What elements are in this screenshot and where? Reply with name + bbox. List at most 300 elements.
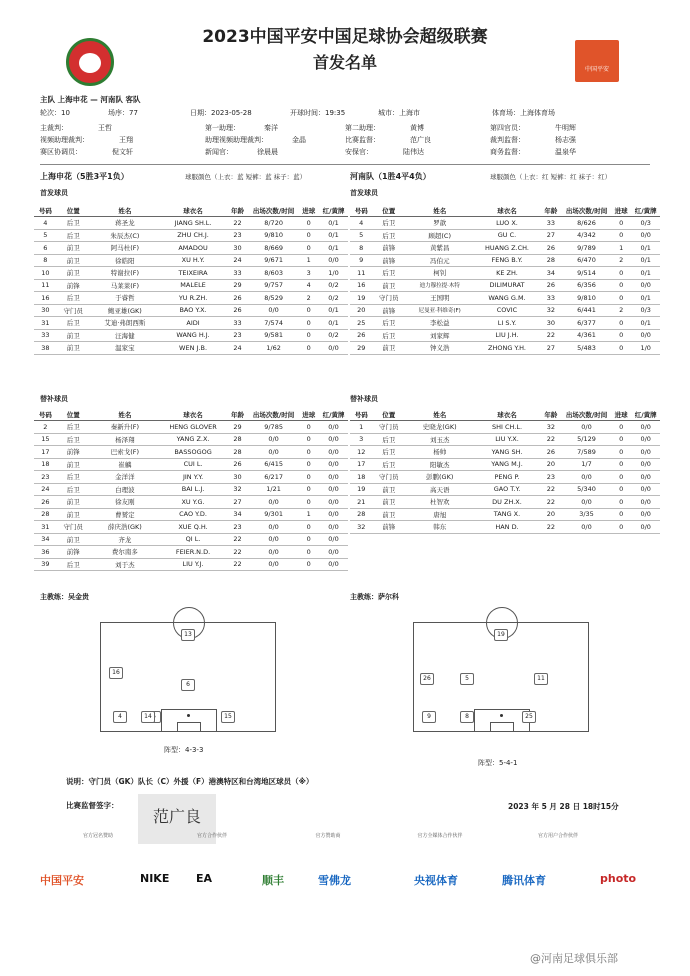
table-cell: SHI CH.L. <box>491 422 523 431</box>
table-cell: 前卫 <box>66 244 80 253</box>
table-cell: HUANG Z.CH. <box>485 243 529 252</box>
table-cell: 30 <box>233 472 242 481</box>
table-row <box>350 342 660 355</box>
signature-image: 范广良 <box>138 794 216 844</box>
table-cell: 0/2 <box>328 331 339 340</box>
table-cell: 0/3 <box>640 306 651 315</box>
table-cell: 1 <box>619 243 624 252</box>
table-cell: 2 <box>619 256 624 265</box>
table-cell: 16 <box>357 281 366 290</box>
table-cell: AIDI <box>186 318 200 327</box>
table-cell: 1/21 <box>266 485 281 494</box>
table-cell: 徐友刚 <box>115 498 135 507</box>
official-name: 范广良 <box>410 136 431 144</box>
table-cell: 前卫 <box>66 256 80 265</box>
table-cell: YANG SH. <box>491 447 523 456</box>
table-cell: 马莱莱(F) <box>110 281 140 290</box>
sponsor-title: 官方冠名赞助 <box>82 833 113 839</box>
table-row <box>350 471 660 484</box>
official-entry <box>40 123 112 133</box>
table-cell: 20 <box>546 510 555 519</box>
table-cell: 杨泽翔 <box>115 435 135 444</box>
table-cell: 0 <box>306 343 311 352</box>
table-cell: 守门员 <box>63 306 83 315</box>
table-header-row <box>34 408 348 421</box>
table-cell: 33 <box>41 331 50 340</box>
table-row <box>350 483 660 496</box>
table-cell: 0/0 <box>328 560 339 569</box>
column-header: 年龄 <box>226 408 249 421</box>
table-cell: 9/810 <box>577 293 596 302</box>
official-name: 倪文轩 <box>112 148 133 156</box>
table-row <box>34 342 348 355</box>
penalty-spot <box>187 714 190 717</box>
table-cell: 0/0 <box>268 306 279 315</box>
table-cell: 28 <box>41 510 50 519</box>
column-header: 出场次数/时间 <box>562 204 611 217</box>
table-row <box>34 329 348 342</box>
table-cell: 前锋 <box>382 306 396 315</box>
table-cell: 高天语 <box>429 485 450 494</box>
table-cell: 0 <box>306 472 311 481</box>
table-cell: 前卫 <box>66 510 80 519</box>
column-header: 进球 <box>611 204 631 217</box>
table-cell: 0 <box>619 281 624 290</box>
table-cell: 2 <box>306 293 311 302</box>
player-shirt-icon: 19 <box>494 629 508 641</box>
table-cell: 后卫 <box>382 460 396 469</box>
table-cell: 31 <box>41 522 50 531</box>
table-cell: 23 <box>41 472 50 481</box>
player-shirt-icon: 16 <box>109 667 123 679</box>
column-header: 号码 <box>350 408 372 421</box>
table-cell: 6/441 <box>577 306 596 315</box>
table-cell: 26 <box>233 293 242 302</box>
official-role: 视频助理裁判： <box>40 136 89 144</box>
table-cell: 后卫 <box>382 319 396 328</box>
table-cell: 0/1 <box>640 318 651 327</box>
table-cell: 8/529 <box>264 293 283 302</box>
table-cell: 杨帅 <box>433 448 447 457</box>
table-cell: 后卫 <box>382 448 396 457</box>
official-name: 温泉华 <box>555 148 576 156</box>
official-entry <box>205 135 306 145</box>
table-row <box>34 421 348 434</box>
table-cell: 33 <box>546 293 555 302</box>
home-starters-label: 首发球员 <box>40 189 68 197</box>
column-header: 球衣名 <box>474 204 539 217</box>
table-cell: 8/720 <box>264 218 283 227</box>
table-cell: 28 <box>546 256 555 265</box>
table-cell: 后卫 <box>66 231 80 240</box>
round-label: 轮次： <box>40 109 61 117</box>
official-role: 助理视频助理裁判： <box>205 136 268 144</box>
table-cell: 金洋洋 <box>115 473 135 482</box>
table-cell: 前卫 <box>382 510 396 519</box>
table-cell: 32 <box>546 422 555 431</box>
table-cell: 0 <box>619 231 624 240</box>
coach-name: 萨尔科 <box>378 593 399 601</box>
table-cell: 6/470 <box>577 256 596 265</box>
column-header: 位置 <box>372 204 405 217</box>
table-row <box>34 496 348 509</box>
table-cell: 0 <box>619 435 624 444</box>
table-cell: 0 <box>306 422 311 431</box>
table-cell: 后卫 <box>66 473 80 482</box>
table-cell: 史晓龙(GK) <box>422 423 457 432</box>
table-cell: 23 <box>233 231 242 240</box>
official-name: 王哲 <box>98 124 112 132</box>
player-shirt-icon: 8 <box>460 711 474 723</box>
table-cell: 前卫 <box>382 498 396 507</box>
table-cell: 0 <box>619 422 624 431</box>
table-cell: 0/1 <box>328 218 339 227</box>
table-cell: 1/7 <box>581 460 592 469</box>
table-cell: 0/0 <box>640 447 651 456</box>
table-cell: 0 <box>619 343 624 352</box>
table-cell: 秦新升(F) <box>110 423 140 432</box>
table-cell: 4/342 <box>577 231 596 240</box>
table-cell: 26 <box>546 447 555 456</box>
table-cell: 21 <box>357 497 366 506</box>
page-title: 2023中国平安中国足球协会超级联赛 <box>202 27 488 47</box>
home-starters-table <box>34 204 348 355</box>
table-cell: 鲍亚雄(GK) <box>107 306 142 315</box>
table-cell: 0 <box>306 435 311 444</box>
table-cell: 26 <box>546 281 555 290</box>
table-cell: 36 <box>41 547 50 556</box>
page-subtitle: 首发名单 <box>312 53 377 72</box>
table-cell: 后卫 <box>382 231 396 240</box>
sponsor-logo-text: 中国平安 <box>584 66 609 73</box>
coach-label: 主教练： <box>40 593 68 601</box>
table-cell: 22 <box>233 535 242 544</box>
column-header: 年龄 <box>540 204 562 217</box>
table-cell: ZHU CH.J. <box>177 231 209 240</box>
away-formation-pitch <box>413 622 589 732</box>
goal-area <box>490 722 514 731</box>
table-cell: ZHONG Y.H. <box>488 343 526 352</box>
table-cell: 32 <box>546 306 555 315</box>
column-header: 年龄 <box>226 204 249 217</box>
column-header: 姓名 <box>405 408 474 421</box>
table-row <box>34 217 348 230</box>
table-cell: 23 <box>233 331 242 340</box>
table-cell: 27 <box>546 231 555 240</box>
table-cell: 0/0 <box>268 435 279 444</box>
table-cell: 李松益 <box>429 319 450 328</box>
table-cell: 0 <box>306 331 311 340</box>
home-team-name: 上海申花（5胜3平1负） <box>40 172 129 181</box>
table-cell: CAO Y.D. <box>179 510 207 519</box>
table-cell: 32 <box>357 522 366 531</box>
table-cell: 0/0 <box>268 547 279 556</box>
official-name: 牛明辉 <box>555 124 576 132</box>
table-cell: 0/0 <box>640 472 651 481</box>
table-cell: 柯钊 <box>433 269 447 278</box>
table-cell: 阳敏杰 <box>429 460 450 469</box>
table-cell: 31 <box>41 318 50 327</box>
table-cell: 8 <box>43 256 48 265</box>
official-entry <box>345 147 424 157</box>
table-cell: 9 <box>359 256 364 265</box>
table-cell: 徐皓阳 <box>115 256 135 265</box>
table-cell: 韩东 <box>433 523 447 532</box>
table-cell: 前卫 <box>382 485 396 494</box>
official-name: 徐晨晨 <box>257 148 278 156</box>
home-away-line: 主队 上海申花 — 河南队 客队 <box>40 95 141 104</box>
table-cell: 11 <box>357 268 366 277</box>
table-cell: 后卫 <box>66 560 80 569</box>
table-cell: 4 <box>43 218 48 227</box>
table-cell: 8/626 <box>577 218 596 227</box>
table-cell: 0/0 <box>581 497 592 506</box>
table-cell: 23 <box>233 522 242 531</box>
table-cell: 前卫 <box>382 344 396 353</box>
official-entry <box>40 147 133 157</box>
table-cell: 0 <box>306 306 311 315</box>
table-cell: 7/589 <box>577 447 596 456</box>
table-cell: 6 <box>43 243 48 252</box>
column-header: 位置 <box>57 204 90 217</box>
table-cell: HENG GLOVER <box>169 422 217 431</box>
table-cell: 34 <box>233 510 242 519</box>
table-cell: 尼曼亚·科维奇(F) <box>418 308 461 315</box>
table-cell: 0/0 <box>268 447 279 456</box>
table-cell: 0 <box>306 485 311 494</box>
table-row <box>350 267 660 280</box>
table-cell: 32 <box>233 485 242 494</box>
table-cell: 0/0 <box>328 522 339 531</box>
table-row <box>350 229 660 242</box>
officials-block <box>40 123 660 159</box>
table-cell: 26 <box>546 243 555 252</box>
table-cell: 0 <box>619 293 624 302</box>
table-cell: 6/377 <box>577 318 596 327</box>
table-cell: 0/0 <box>640 231 651 240</box>
table-cell: AMADOU <box>178 243 208 252</box>
player-shirt-icon: 5 <box>460 673 474 685</box>
table-cell: 后卫 <box>66 219 80 228</box>
table-row <box>34 242 348 255</box>
table-cell: 前锋 <box>382 523 396 532</box>
official-role: 安保官： <box>345 148 373 156</box>
table-cell: 蒋圣龙 <box>115 219 135 228</box>
city-value: 上海市 <box>399 109 420 117</box>
table-cell: 后卫 <box>66 423 80 432</box>
table-row <box>34 292 348 305</box>
table-cell: 30 <box>546 318 555 327</box>
table-cell: 0/0 <box>328 485 339 494</box>
column-header: 进球 <box>611 408 631 421</box>
table-header-row <box>350 204 660 217</box>
table-row <box>34 533 348 546</box>
official-entry <box>490 123 576 133</box>
player-shirt-icon: 11 <box>534 673 548 685</box>
table-cell: 冯伯元 <box>429 256 450 265</box>
table-cell: 刘玉杰 <box>429 435 450 444</box>
table-cell: 9/581 <box>264 331 283 340</box>
table-cell: 0/0 <box>640 510 651 519</box>
table-cell: 26 <box>41 497 50 506</box>
table-cell: 0/1 <box>328 318 339 327</box>
table-cell: 7/574 <box>264 318 283 327</box>
home-subs-table <box>34 408 348 571</box>
table-cell: 0/0 <box>640 435 651 444</box>
column-header: 出场次数/时间 <box>249 408 299 421</box>
table-row <box>34 508 348 521</box>
table-cell: XUE Q.H. <box>178 522 208 531</box>
table-cell: 38 <box>41 343 50 352</box>
table-cell: 18 <box>41 460 50 469</box>
table-cell: 前锋 <box>66 548 80 557</box>
table-cell: 杜智欢 <box>429 498 450 507</box>
table-cell: 33 <box>233 268 242 277</box>
table-cell: 0 <box>619 485 624 494</box>
stadium-label: 体育场： <box>492 109 520 117</box>
column-header: 出场次数/时间 <box>249 204 299 217</box>
table-cell: PENG P. <box>494 472 520 481</box>
table-cell: 后卫 <box>382 435 396 444</box>
table-cell: 前卫 <box>66 269 80 278</box>
table-cell: 27 <box>233 497 242 506</box>
table-cell: 3 <box>359 435 364 444</box>
column-header: 位置 <box>57 408 90 421</box>
official-name: 杨志强 <box>555 136 576 144</box>
table-cell: 30 <box>41 306 50 315</box>
column-header: 球衣名 <box>474 408 539 421</box>
table-cell: 9/757 <box>264 281 283 290</box>
timestamp: 2023 年 5 月 28 日 18时15分 <box>508 802 619 811</box>
table-cell: 0/0 <box>328 497 339 506</box>
sponsor-title: 官方合作伙伴 <box>196 833 227 839</box>
table-cell: 3/35 <box>579 510 594 519</box>
table-cell: 30 <box>233 243 242 252</box>
table-cell: 后卫 <box>66 485 80 494</box>
table-cell: 26 <box>233 306 242 315</box>
table-row <box>34 254 348 267</box>
sponsor-logo: photo <box>600 872 637 885</box>
table-cell: 王国明 <box>429 294 450 303</box>
table-row <box>34 471 348 484</box>
table-cell: 0/0 <box>328 422 339 431</box>
table-cell: 刘于杰 <box>115 560 135 569</box>
date-value: 2023-05-28 <box>211 109 252 117</box>
official-name: 黄博 <box>410 124 424 132</box>
table-cell: 0 <box>619 268 624 277</box>
table-row <box>34 483 348 496</box>
table-cell: 0/0 <box>328 435 339 444</box>
player-shirt-icon: 14 <box>141 711 155 723</box>
official-role: 第四官员： <box>490 124 525 132</box>
table-cell: LI S.Y. <box>497 318 517 327</box>
table-cell: 22 <box>233 547 242 556</box>
table-cell: 后卫 <box>66 435 80 444</box>
table-cell: 9/671 <box>264 256 283 265</box>
table-cell: 0/0 <box>581 472 592 481</box>
date-label: 日期： <box>190 109 211 117</box>
table-cell: 0/0 <box>268 522 279 531</box>
table-cell: 守门员 <box>378 473 399 482</box>
column-header: 进球 <box>298 408 319 421</box>
table-row <box>350 458 660 471</box>
table-cell: 0 <box>306 535 311 544</box>
sponsor-logo: 雪佛龙 <box>318 874 351 887</box>
official-role: 赛区协调员： <box>40 148 82 156</box>
table-cell: 0 <box>306 318 311 327</box>
penalty-spot <box>500 714 503 717</box>
away-team-name: 河南队（1胜4平4负） <box>350 172 431 181</box>
table-cell: 艾迪·弗朗西斯 <box>104 319 146 328</box>
table-row <box>350 508 660 521</box>
table-cell: XU Y.G. <box>181 497 205 506</box>
table-cell: 崔麟 <box>118 460 132 469</box>
table-row <box>34 317 348 330</box>
table-cell: 0/0 <box>640 460 651 469</box>
table-cell: 1 <box>306 256 311 265</box>
column-header: 红/黄牌 <box>631 204 660 217</box>
table-cell: 28 <box>233 447 242 456</box>
table-cell: 25 <box>357 318 366 327</box>
table-cell: HAN D. <box>495 522 519 531</box>
table-cell: 0/0 <box>328 447 339 456</box>
table-cell: 黄紫昌 <box>429 244 450 253</box>
sponsor-logo: 央视体育 <box>414 874 458 887</box>
table-cell: 0/0 <box>268 497 279 506</box>
table-cell: 22 <box>546 435 555 444</box>
table-cell: 10 <box>41 268 50 277</box>
player-shirt-icon: 15 <box>221 711 235 723</box>
table-cell: 0 <box>306 243 311 252</box>
table-cell: 白理波 <box>115 485 135 494</box>
table-cell: 9/789 <box>577 243 596 252</box>
sponsor-title: 官方用户合作伙伴 <box>537 833 578 839</box>
table-cell: 0/0 <box>640 422 651 431</box>
table-cell: LUO X. <box>496 218 518 227</box>
table-row <box>34 229 348 242</box>
table-cell: 0 <box>619 331 624 340</box>
table-cell: 0/0 <box>268 560 279 569</box>
table-cell: 22 <box>546 485 555 494</box>
player-shirt-icon: 6 <box>181 679 195 691</box>
table-cell: YU R.ZH. <box>178 293 208 302</box>
table-cell: 19 <box>357 293 366 302</box>
table-cell: 0 <box>306 522 311 531</box>
table-cell: 6/356 <box>577 281 596 290</box>
table-cell: 0 <box>619 522 624 531</box>
home-subs-label: 替补球员 <box>40 395 68 403</box>
table-cell: 0/0 <box>640 497 651 506</box>
table-cell: LIU Y.X. <box>495 435 519 444</box>
table-row <box>34 446 348 459</box>
official-role: 主裁判： <box>40 124 68 132</box>
official-role: 比赛监督： <box>345 136 380 144</box>
table-cell: 守门员 <box>378 294 399 303</box>
away-subs-table <box>350 408 660 534</box>
table-cell: 后卫 <box>382 219 396 228</box>
field-value: 77 <box>129 109 138 117</box>
table-cell: 0/0 <box>640 281 651 290</box>
table-row <box>34 304 348 317</box>
column-header: 红/黄牌 <box>319 408 348 421</box>
away-starters-label: 首发球员 <box>350 189 378 197</box>
table-cell: 后卫 <box>382 331 396 340</box>
table-cell: 28 <box>233 435 242 444</box>
table-cell: 齐龙 <box>118 535 132 544</box>
column-header: 年龄 <box>540 408 562 421</box>
table-cell: 1 <box>306 510 311 519</box>
table-cell: 29 <box>357 343 366 352</box>
